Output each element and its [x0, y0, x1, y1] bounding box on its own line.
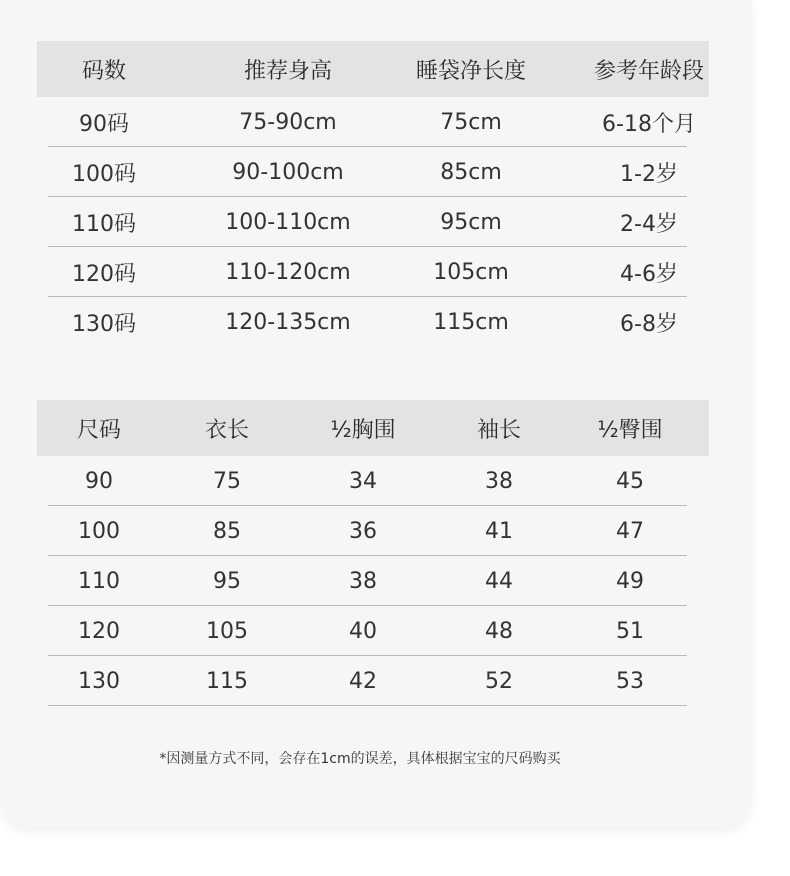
cell-chest: 40 — [349, 618, 377, 644]
measurement-note: *因测量方式不同，会存在1cm的误差，具体根据宝宝的尺码购买 — [159, 751, 561, 767]
size-table-header — [37, 41, 709, 97]
table-row — [37, 456, 709, 506]
header-age-range: 参考年龄段 — [593, 58, 704, 84]
cell-hip: 45 — [616, 468, 644, 494]
cell-sleeve: 52 — [485, 668, 513, 694]
cell-hip: 49 — [616, 568, 644, 594]
table-row — [37, 147, 709, 197]
table-row — [37, 97, 709, 147]
header-size: 码数 — [81, 58, 126, 84]
table-row — [37, 197, 709, 247]
cell-chest: 42 — [349, 668, 377, 694]
cell-hip: 51 — [616, 618, 644, 644]
cell-size: 130码 — [72, 311, 136, 337]
cell-length: 95 — [213, 568, 241, 594]
cell-height: 75-90cm — [239, 109, 337, 135]
cell-hip: 53 — [616, 668, 644, 694]
cell-length: 115cm — [433, 309, 509, 335]
header-recommended-height: 推荐身高 — [243, 58, 332, 84]
cell-chest: 34 — [349, 468, 377, 494]
cell-height: 110-120cm — [225, 259, 351, 285]
cell-age: 4-6岁 — [620, 261, 678, 287]
cell-length: 105 — [206, 618, 248, 644]
size-table — [37, 41, 709, 347]
cell-age: 2-4岁 — [620, 211, 678, 237]
header-half-hip: ½臀围 — [597, 417, 663, 443]
cell-size: 90 — [85, 468, 113, 494]
cell-chest: 38 — [349, 568, 377, 594]
cell-length: 85 — [213, 518, 241, 544]
cell-length: 115 — [206, 668, 248, 694]
cell-length: 85cm — [440, 159, 502, 185]
cell-size: 110 — [78, 568, 120, 594]
cell-sleeve: 38 — [485, 468, 513, 494]
cell-size: 120码 — [72, 261, 136, 287]
header-half-chest: ½胸围 — [330, 417, 396, 443]
cell-length: 75cm — [440, 109, 502, 135]
header-length: 衣长 — [204, 417, 249, 443]
table-row — [37, 247, 709, 297]
header-size: 尺码 — [76, 417, 121, 443]
cell-age: 1-2岁 — [620, 161, 678, 187]
measurement-table-header — [37, 400, 709, 456]
cell-age: 6-8岁 — [620, 311, 678, 337]
cell-length: 105cm — [433, 259, 509, 285]
table-row — [37, 297, 709, 347]
table-row — [37, 606, 709, 656]
cell-hip: 47 — [616, 518, 644, 544]
cell-sleeve: 41 — [485, 518, 513, 544]
row-divider — [48, 705, 687, 706]
cell-size: 90码 — [79, 111, 129, 137]
cell-height: 100-110cm — [225, 209, 351, 235]
cell-chest: 36 — [349, 518, 377, 544]
cell-size: 130 — [78, 668, 120, 694]
cell-size: 110码 — [72, 211, 136, 237]
header-sleeping-bag-length: 睡袋净长度 — [415, 58, 526, 84]
cell-height: 90-100cm — [232, 159, 344, 185]
cell-size: 100 — [78, 518, 120, 544]
cell-length: 75 — [213, 468, 241, 494]
cell-length: 95cm — [440, 209, 502, 235]
cell-size: 100码 — [72, 161, 136, 187]
table-row — [37, 556, 709, 606]
cell-sleeve: 44 — [485, 568, 513, 594]
cell-size: 120 — [78, 618, 120, 644]
cell-age: 6-18个月 — [602, 111, 696, 137]
table-row — [37, 506, 709, 556]
table-row — [37, 656, 709, 706]
header-sleeve: 袖长 — [476, 417, 521, 443]
measurement-table — [37, 400, 709, 706]
cell-height: 120-135cm — [225, 309, 351, 335]
cell-sleeve: 48 — [485, 618, 513, 644]
